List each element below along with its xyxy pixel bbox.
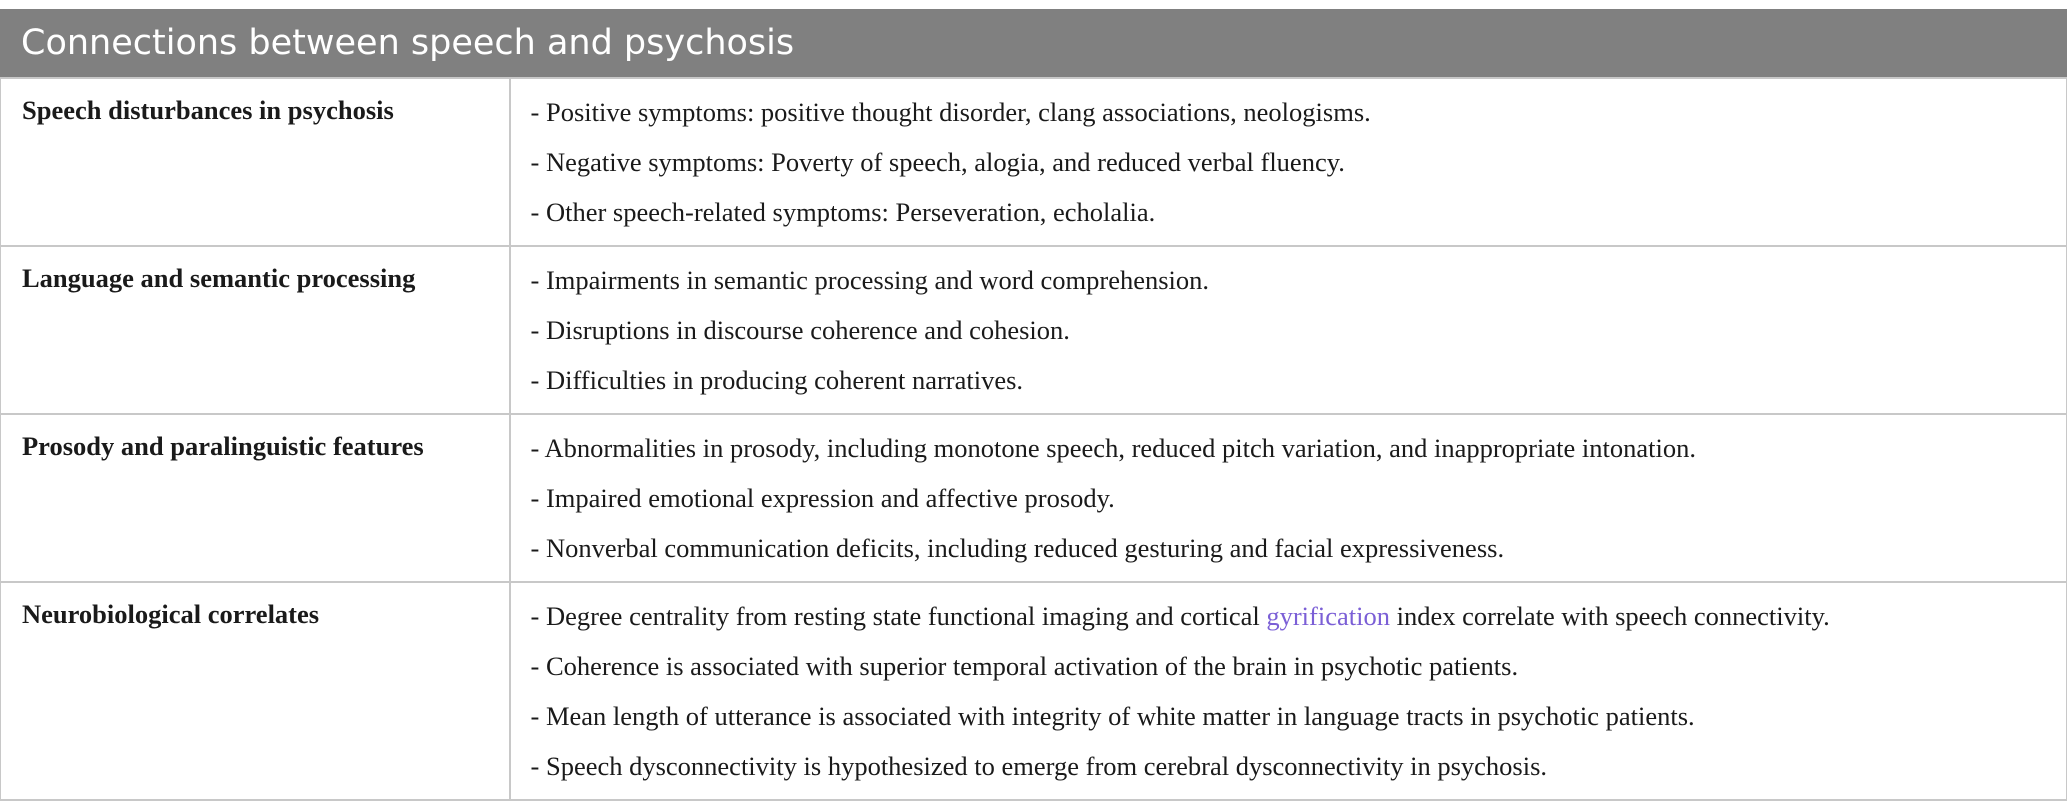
- row-label-neurobiological: Neurobiological correlates: [1, 582, 510, 800]
- list-item: [531, 599, 2067, 649]
- list-item: - Impaired emotional expression and affective prosody.: [530, 483, 1115, 513]
- list-item: - Positive symptoms: positive thought disorder, clang associations, neologisms.: [530, 97, 1371, 127]
- table-row: [1, 246, 2067, 414]
- list-item: - Disruptions in discourse coherence and cohesion.: [530, 315, 1070, 345]
- row-items-prosody: [510, 414, 2067, 582]
- list-item: - Mean length of utterance is associated with integrity of white matter in language tracts in psychotic patients.: [530, 701, 1695, 731]
- speech-psychosis-table: [0, 9, 2067, 801]
- table-title: Connections between speech and psychosis: [0, 9, 2067, 77]
- item-text: - Degree centrality from resting state functional imaging and cortical: [530, 601, 1267, 631]
- list-item: - Impairments in semantic processing and word comprehension.: [530, 265, 1210, 295]
- row-items-speech-disturbances: [510, 78, 2067, 246]
- list-item: - Negative symptoms: Poverty of speech, alogia, and reduced verbal fluency.: [530, 147, 1345, 177]
- row-label-prosody: Prosody and paralinguistic features: [1, 414, 510, 582]
- table-row: [1, 414, 2067, 582]
- list-item: - Difficulties in producing coherent narratives.: [530, 365, 1024, 395]
- row-items-language-semantic: [510, 246, 2067, 414]
- list-item: - Speech dysconnectivity is hypothesized to emerge from cerebral dysconnectivity in psychosis.: [530, 751, 1548, 781]
- row-items-neurobiological: [510, 582, 2067, 800]
- item-text: index correlate with speech connectivity.: [1389, 601, 1830, 631]
- row-label-speech-disturbances: Speech disturbances in psychosis: [1, 78, 510, 246]
- list-item: - Abnormalities in prosody, including monotone speech, reduced pitch variation, and inappropriate intonation.: [530, 433, 1696, 463]
- list-item: - Coherence is associated with superior temporal activation of the brain in psychotic patients.: [530, 651, 1519, 681]
- gyrification-link[interactable]: gyrification: [1266, 601, 1390, 631]
- list-item: - Other speech-related symptoms: Perseveration, echolalia.: [530, 197, 1156, 227]
- connections-table: [0, 77, 2067, 801]
- list-item: - Nonverbal communication deficits, including reduced gesturing and facial expressiveness.: [530, 533, 1505, 563]
- table-row: [1, 78, 2067, 246]
- table-row: [1, 582, 2067, 800]
- row-label-language-semantic: Language and semantic processing: [1, 246, 510, 414]
